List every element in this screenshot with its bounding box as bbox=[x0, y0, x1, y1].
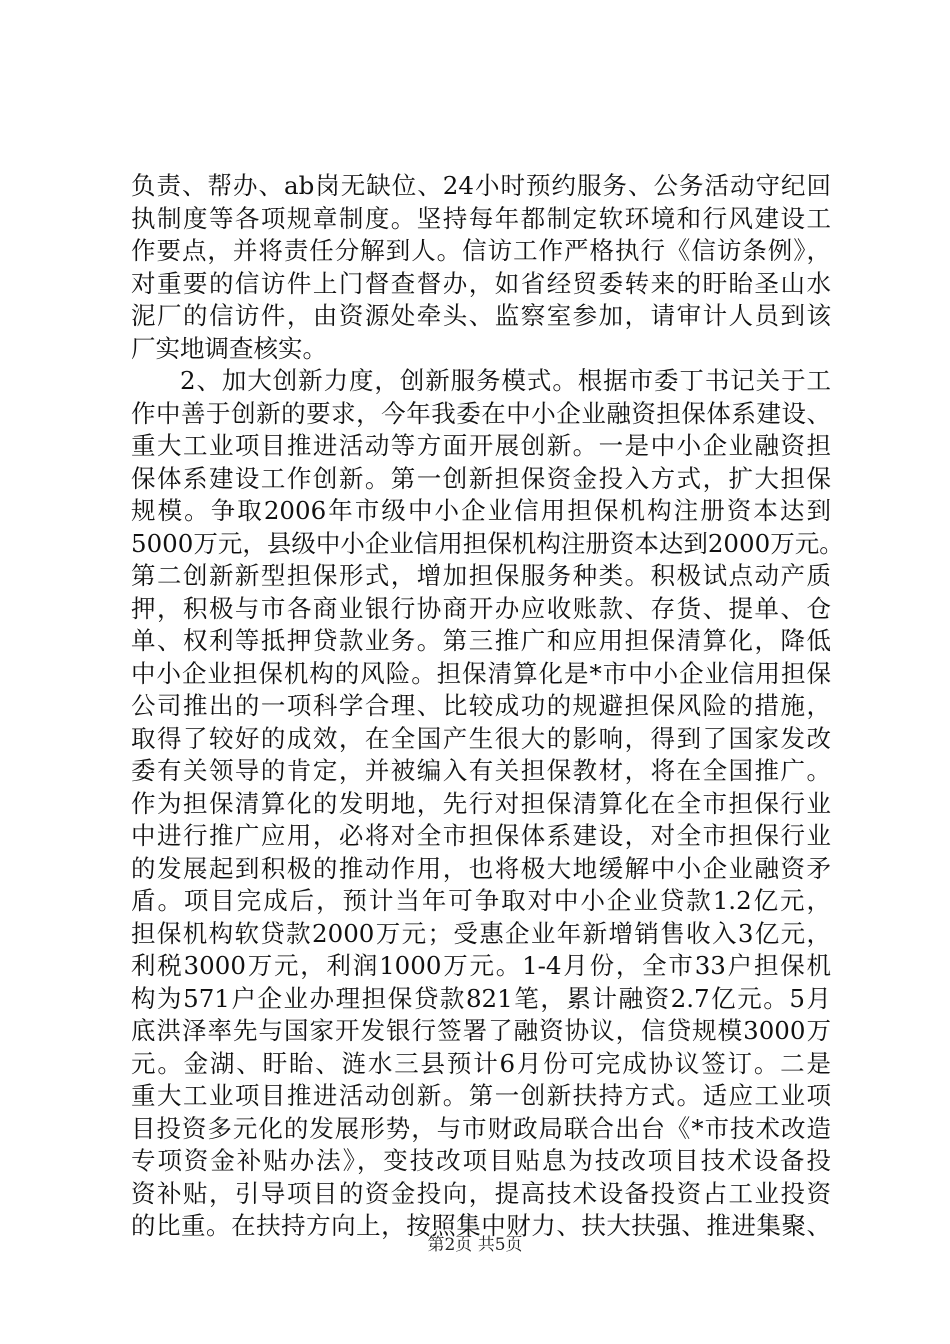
paragraph-end-line: 厂实地调查核实。 bbox=[131, 333, 327, 363]
text-line: 第二创新新型担保形式，增加担保服务种类。积极试点动产质 bbox=[131, 561, 831, 590]
text-line: 资补贴，引导项目的资金投向，提高技术设备投资占工业投资 bbox=[131, 1178, 831, 1208]
text-line: 中小企业担保机构的风险。担保清算化是*市中小企业信用担保 bbox=[131, 658, 831, 688]
text-line: 对重要的信访件上门督查督办，如省经贸委转来的盱眙圣山水 bbox=[131, 268, 831, 298]
text-line: 单、权利等抵押贷款业务。第三推广和应用担保清算化，降低 bbox=[131, 626, 831, 655]
text-line: 作要点，并将责任分解到人。信访工作严格执行《信访条例》， bbox=[131, 236, 831, 265]
body-text bbox=[131, 170, 844, 1243]
text-line: 取得了较好的成效，在全国产生很大的影响，得到了国家发改 bbox=[131, 723, 831, 753]
text-line: 利税3000万元，利润1000万元。1-4月份，全市33户担保机 bbox=[131, 951, 831, 980]
text-line: 作中善于创新的要求，今年我委在中小企业融资担保体系建设、 bbox=[131, 398, 831, 428]
text-line: 担保机构软贷款2000万元；受惠企业年新增销售收入3亿元， bbox=[131, 918, 831, 948]
text-line: 作为担保清算化的发明地，先行对担保清算化在全市担保行业 bbox=[131, 788, 831, 818]
text-line: 专项资金补贴办法》，变技改项目贴息为技改项目技术设备投 bbox=[131, 1146, 831, 1175]
text-line: 公司推出的一项科学合理、比较成功的规避担保风险的措施， bbox=[131, 691, 831, 720]
text-line: 的发展起到积极的推动作用，也将极大地缓解中小企业融资矛 bbox=[131, 853, 831, 883]
text-line: 构为571户企业办理担保贷款821笔，累计融资2.7亿元。5月 bbox=[131, 983, 831, 1013]
text-line: 负责、帮办、ab岗无缺位、24小时预约服务、公务活动守纪回 bbox=[131, 171, 831, 200]
text-line: 规模。争取2006年市级中小企业信用担保机构注册资本达到 bbox=[131, 496, 831, 525]
paragraph-start-line: 2、加大创新力度，创新服务模式。根据市委丁书记关于工 bbox=[180, 366, 831, 395]
text-line: 盾。项目完成后，预计当年可争取对中小企业贷款1.2亿元， bbox=[131, 886, 831, 915]
text-line: 重大工业项目推进活动等方面开展创新。一是中小企业融资担 bbox=[131, 431, 831, 460]
text-line: 保体系建设工作创新。第一创新担保资金投入方式，扩大担保 bbox=[131, 463, 831, 493]
text-line: 重大工业项目推进活动创新。第一创新扶持方式。适应工业项 bbox=[131, 1081, 831, 1110]
text-line: 押，积极与市各商业银行协商开办应收账款、存货、提单、仓 bbox=[131, 593, 831, 623]
text-line: 委有关领导的肯定，并被编入有关担保教材，将在全国推广。 bbox=[131, 756, 831, 785]
text-line: 底洪泽率先与国家开发银行签署了融资协议，信贷规模3000万 bbox=[131, 1016, 831, 1045]
text-line: 元。金湖、盱眙、涟水三县预计6月份可完成协议签订。二是 bbox=[131, 1048, 831, 1078]
text-line: 的比重。在扶持方向上，按照集中财力、扶大扶强、推进集聚、 bbox=[131, 1211, 831, 1240]
text-line: 中进行推广应用，必将对全市担保体系建设，对全市担保行业 bbox=[131, 821, 831, 850]
text-line: 执制度等各项规章制度。坚持每年都制定软环境和行风建设工 bbox=[131, 203, 831, 233]
text-line: 5000万元，县级中小企业信用担保机构注册资本达到2000万元。 bbox=[131, 528, 844, 558]
text-line: 泥厂的信访件，由资源处牵头、监察室参加，请审计人员到该 bbox=[131, 301, 831, 330]
text-line: 目投资多元化的发展形势，与市财政局联合出台《*市技术改造 bbox=[131, 1113, 831, 1143]
page-number-footer: 第2页 共5页 bbox=[427, 1235, 523, 1255]
